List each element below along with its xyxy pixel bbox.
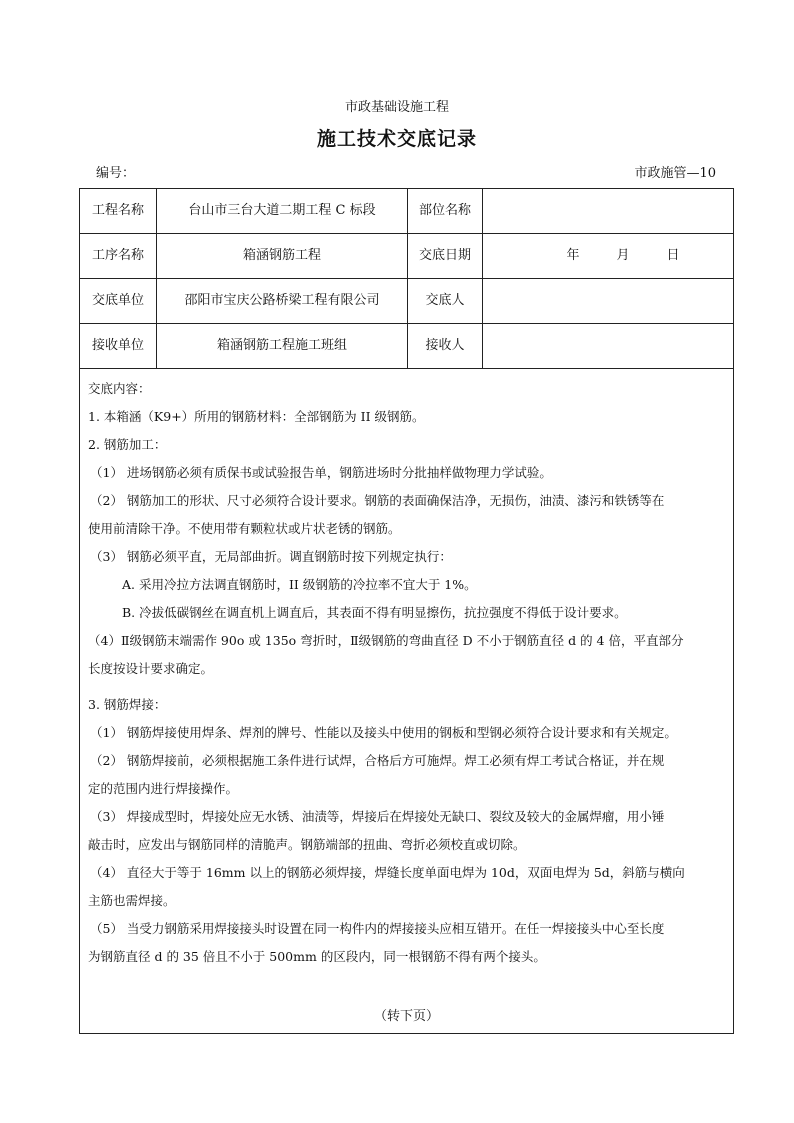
content-line: （1） 钢筋焊接使用焊条、焊剂的牌号、性能以及接头中使用的钢板和型钢必须符合设计要求和有关规定。 [90, 725, 677, 740]
content-line: 使用前清除干净。不使用带有颗粒状或片状老锈的钢筋。 [88, 521, 401, 536]
process-name-label: 工序名称 [80, 234, 157, 278]
handover-person-label: 交底人 [408, 279, 483, 323]
content-line: 3. 钢筋焊接： [88, 697, 167, 712]
process-name-value: 箱涵钢筋工程 [157, 234, 408, 278]
receiving-unit-label: 接收单位 [80, 324, 157, 368]
content-line: 2. 钢筋加工： [88, 437, 167, 452]
record-table [79, 188, 734, 1034]
date-day: 日 [666, 248, 680, 263]
content-line: （1） 进场钢筋必须有质保书或试验报告单，钢筋进场时分批抽样做物理力学试验。 [90, 465, 552, 480]
content-line: B. 冷拔低碳钢丝在调直机上调直后，其表面不得有明显擦伤，抗拉强度不得低于设计要求。 [122, 605, 627, 620]
content-line: 定的范围内进行焊接操作。 [88, 781, 239, 796]
table-row [80, 279, 733, 324]
project-name-label: 工程名称 [80, 189, 157, 233]
date-year: 年 [566, 248, 580, 263]
handover-unit-value: 邵阳市宝庆公路桥梁工程有限公司 [157, 279, 408, 323]
document-subtitle: 市政基础设施工程 [344, 100, 449, 115]
table-row [80, 234, 733, 279]
handover-content [80, 369, 733, 971]
content-line: （4）Ⅱ级钢筋末端需作 90o 或 135o 弯折时，Ⅱ级钢筋的弯曲直径 D 不小于钢筋直径 d 的 4 倍，平直部分 [88, 633, 684, 648]
content-line: （3） 钢筋必须平直，无局部曲折。调直钢筋时按下列规定执行： [90, 549, 452, 564]
content-line: 长度按设计要求确定。 [88, 661, 214, 676]
continued-note: （转下页） [373, 1009, 439, 1024]
content-line: 敲击时，应发出与钢筋同样的清脆声。钢筋端部的扭曲、弯折必须校直或切除。 [88, 837, 526, 852]
content-heading: 交底内容： [88, 381, 151, 396]
content-line: 为钢筋直径 d 的 35 倍且不小于 500mm 的区段内，同一根钢筋不得有两个接头。 [88, 949, 546, 964]
content-line: （2） 钢筋焊接前，必须根据施工条件进行试焊，合格后方可施焊。焊工必须有焊工考试合格证，并在规 [90, 753, 665, 768]
handover-date-value [483, 234, 733, 278]
content-line: A. 采用冷拉方法调直钢筋时，II 级钢筋的冷拉率不宜大于 1%。 [122, 577, 477, 592]
document-title: 施工技术交底记录 [316, 128, 477, 150]
part-name-label: 部位名称 [408, 189, 483, 233]
content-line: （2） 钢筋加工的形状、尺寸必须符合设计要求。钢筋的表面确保洁净，无损伤，油渍、漆污和铁锈等在 [90, 493, 665, 508]
content-line: （4） 直径大于等于 16mm 以上的钢筋必须焊接，焊缝长度单面电焊为 10d，双面电焊为 5d，斜筋与横向 [90, 865, 685, 880]
number-label: 编号： [96, 166, 136, 181]
receiver-label: 接收人 [408, 324, 483, 368]
content-line: （3） 焊接成型时，焊接处应无水锈、油渍等，焊接后在焊接处无缺口、裂纹及较大的金属焊瘤，用小锤 [90, 809, 665, 824]
content-line: （5） 当受力钢筋采用焊接接头时设置在同一构件内的焊接接头应相互错开。在任一焊接接头中心至长度 [90, 921, 665, 936]
date-month: 月 [616, 248, 630, 263]
receiver-value [483, 324, 733, 368]
handover-date-label: 交底日期 [408, 234, 483, 278]
part-name-value [483, 189, 733, 233]
handover-person-value [483, 279, 733, 323]
receiving-unit-value: 箱涵钢筋工程施工班组 [157, 324, 408, 368]
content-line: 1. 本箱涵（K9+）所用的钢筋材料：全部钢筋为 II 级钢筋。 [88, 409, 425, 424]
table-row [80, 324, 733, 369]
content-line: 主筋也需焊接。 [88, 893, 176, 908]
table-row [80, 189, 733, 234]
handover-unit-label: 交底单位 [80, 279, 157, 323]
form-code: 市政施管—10 [634, 166, 716, 181]
project-name-value: 台山市三台大道二期工程 C 标段 [157, 189, 408, 233]
